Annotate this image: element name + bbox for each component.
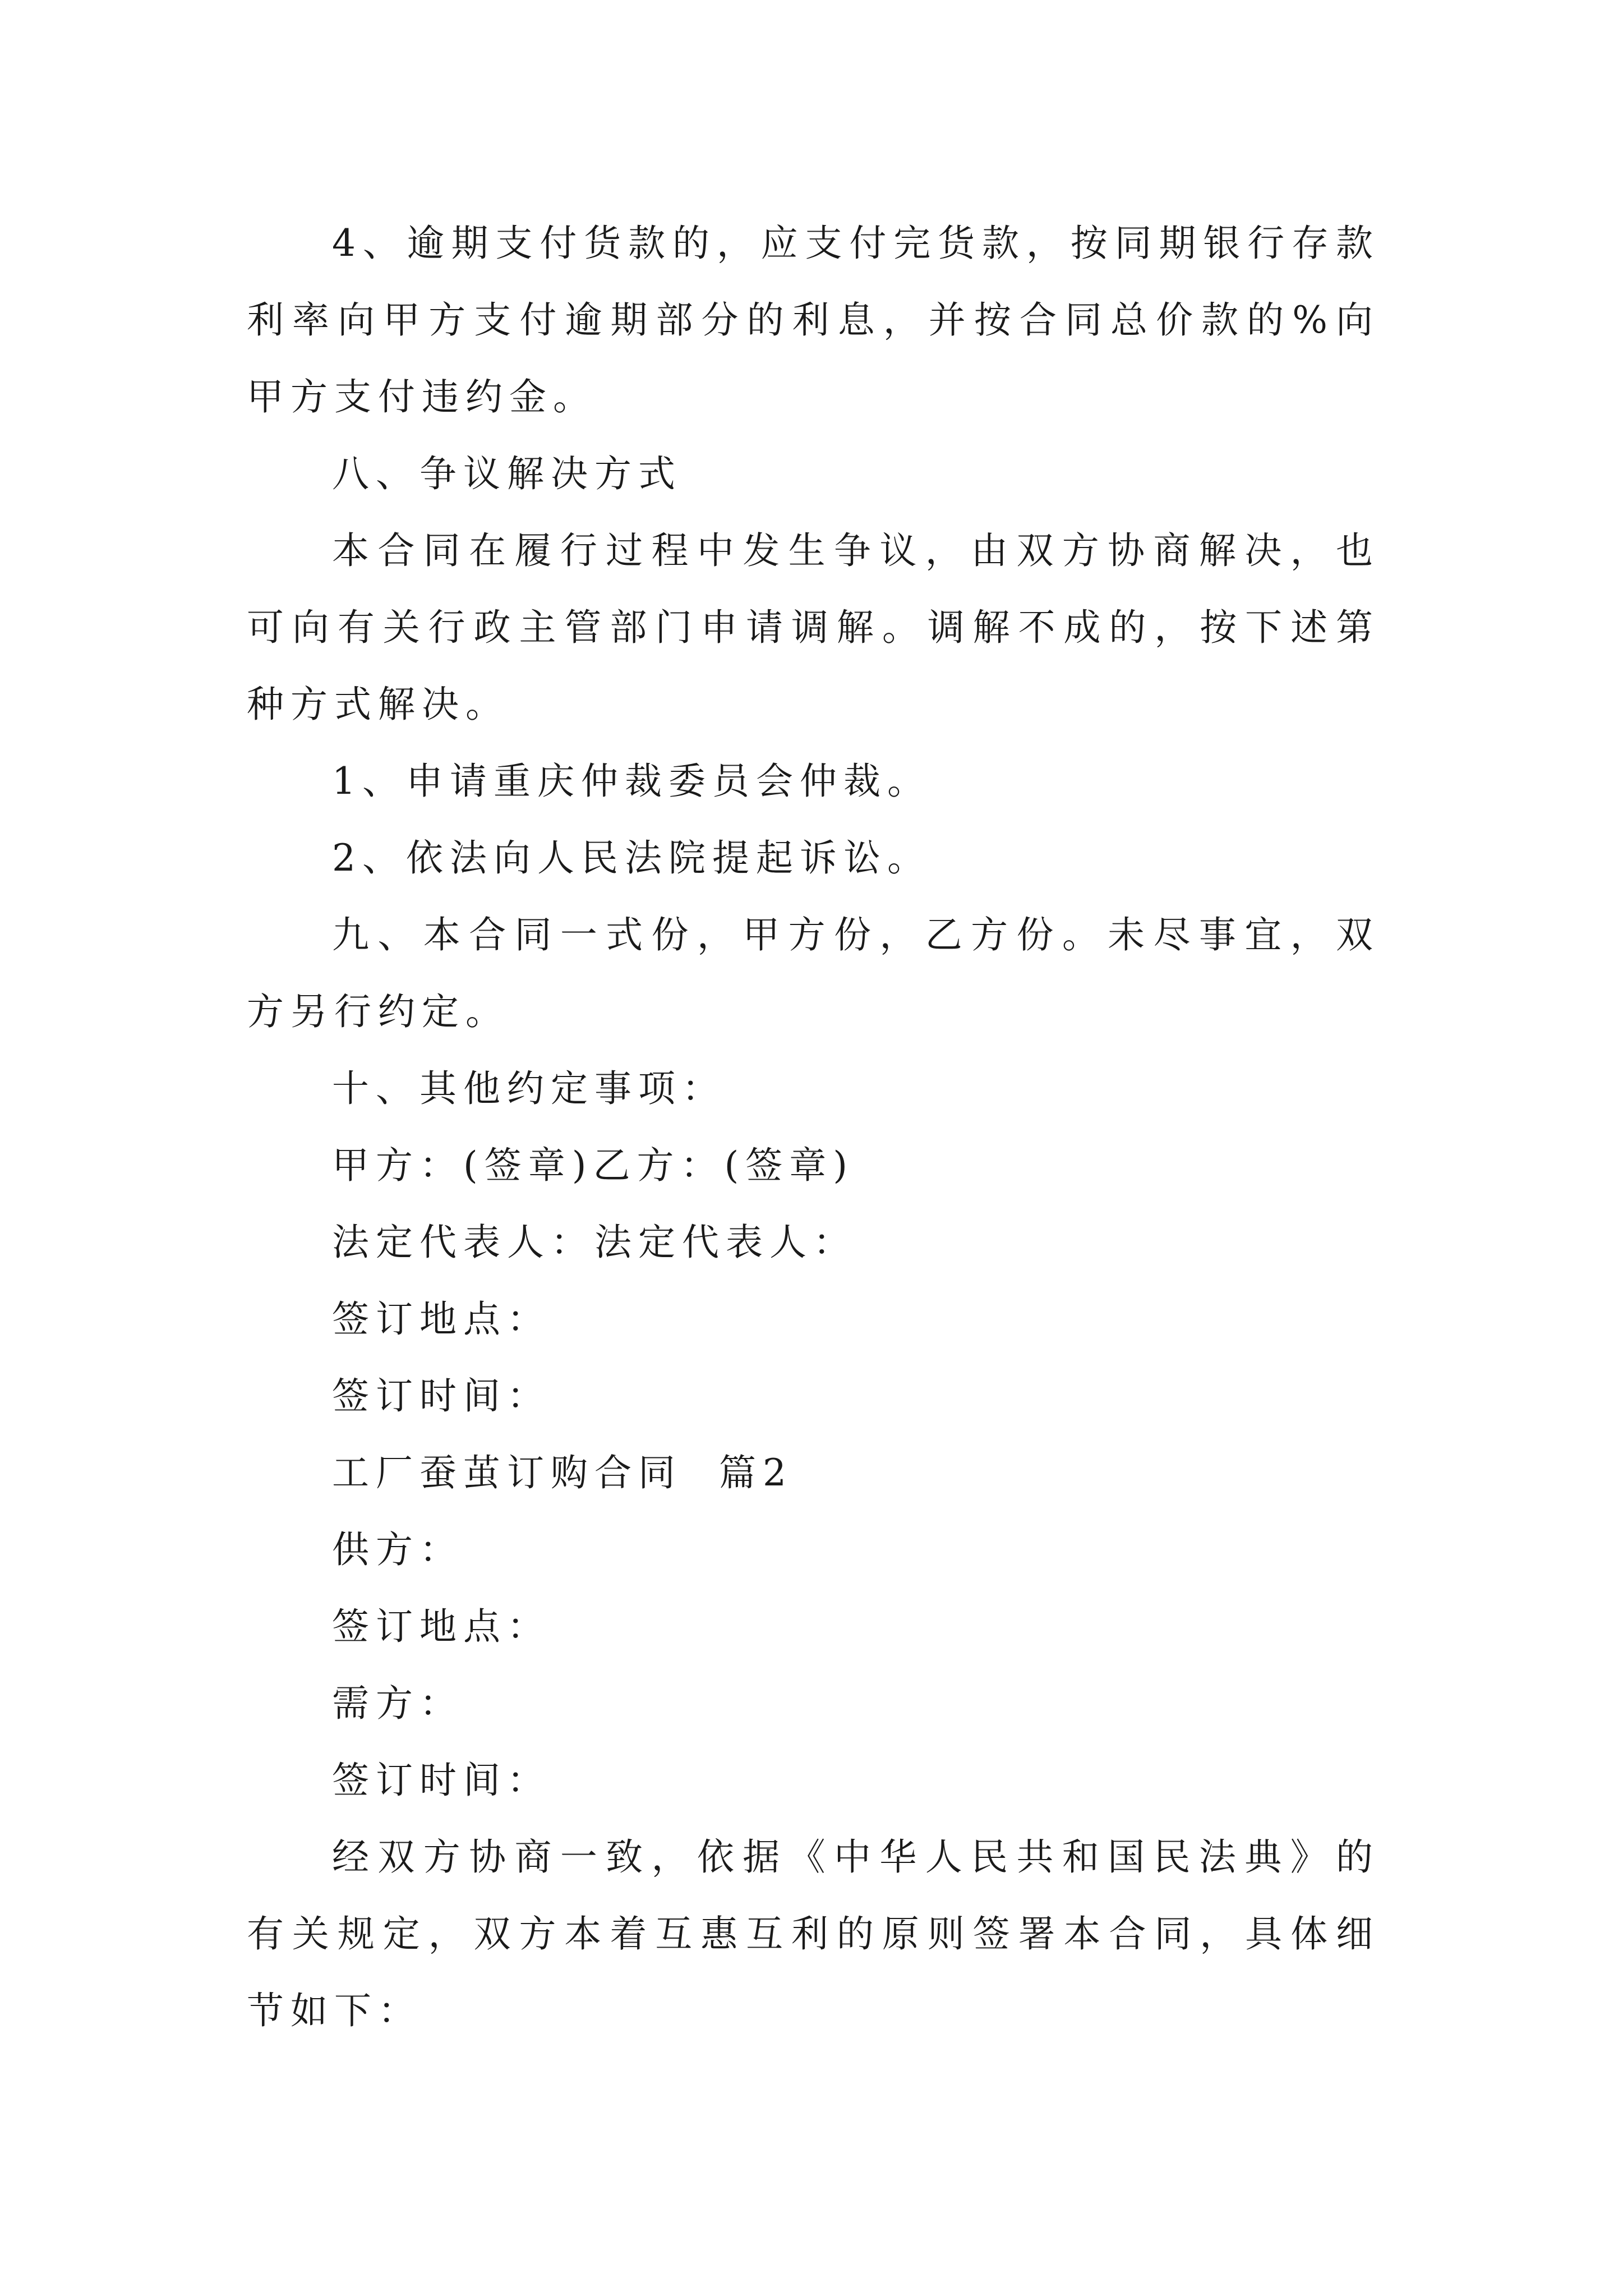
document-body bbox=[247, 205, 1380, 2049]
paragraph-copies: 九、本合同一式份，甲方份，乙方份。未尽事宜，双方另行约定。 bbox=[247, 913, 1380, 1033]
paragraph-dispute-process: 本合同在履行过程中发生争议，由双方协商解决，也可向有关行政主管部门申请调解。调解不成的，按下述第种方式解决。 bbox=[247, 529, 1380, 726]
signature-line-representatives: 法定代表人：法定代表人： bbox=[332, 1221, 857, 1264]
field-signing-place: 签订地点： bbox=[332, 1297, 551, 1341]
list-item-litigation: 2、依法向人民法院提起诉讼。 bbox=[332, 836, 931, 880]
field-signing-time: 签订时间： bbox=[332, 1374, 551, 1418]
list-item-arbitration: 1、申请重庆仲裁委员会仲裁。 bbox=[332, 760, 931, 803]
paragraph-agreement-basis: 经双方协商一致，依据《中华人民共和国民法典》的有关规定，双方本着互惠互利的原则签署本合同，具体细节如下： bbox=[247, 1835, 1380, 2032]
heading-dispute-resolution: 八、争议解决方式 bbox=[332, 452, 682, 495]
signature-line-parties: 甲方：(签章)乙方：(签章) bbox=[332, 1144, 854, 1187]
heading-other-matters: 十、其他约定事项： bbox=[332, 1067, 726, 1110]
field-supplier: 供方： bbox=[332, 1528, 463, 1571]
field-buyer: 需方： bbox=[332, 1682, 463, 1725]
section-title-contract-2: 工厂蚕茧订购合同 篇2 bbox=[332, 1451, 793, 1494]
field-signing-place-2: 签订地点： bbox=[332, 1605, 551, 1648]
field-signing-time-2: 签订时间： bbox=[332, 1759, 551, 1802]
paragraph-overdue-payment: 4、逾期支付货款的，应支付完货款，按同期银行存款利率向甲方支付逾期部分的利息，并按合同总价款的%向甲方支付违约金。 bbox=[247, 222, 1380, 418]
